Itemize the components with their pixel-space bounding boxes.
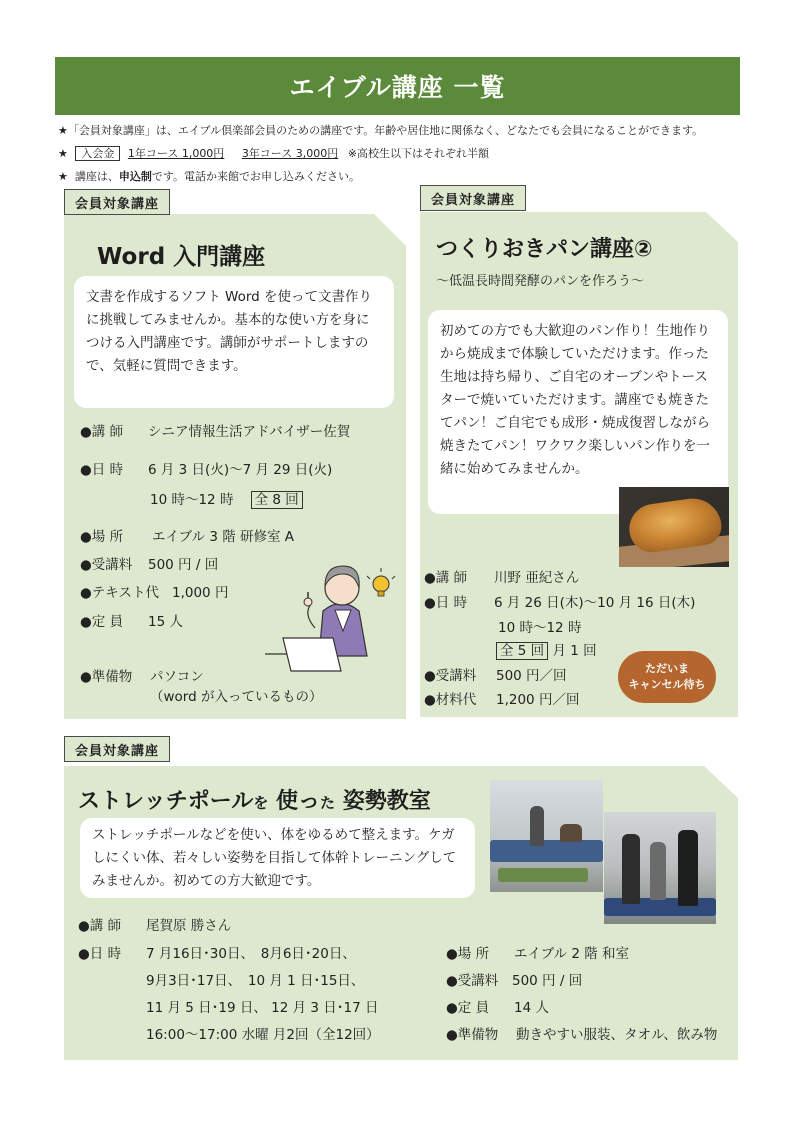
- label: ●定 員: [80, 614, 124, 630]
- note-membership: ★「会員対象講座」は、エイブル倶楽部会員のための講座です。年齢や居住地に関係なく、どなたでも会員になることができます。: [58, 124, 704, 137]
- bread-photo: [619, 487, 729, 567]
- note-text: です。電話か来館でお申し込みください。: [151, 170, 360, 183]
- stretch-course-title: [78, 784, 431, 815]
- note-bold: 申込制: [118, 170, 152, 183]
- instructor: 川野 亜紀さん: [494, 570, 580, 586]
- word-course-title: Word 入門講座: [97, 244, 266, 270]
- member-course-tag: 会員対象講座: [64, 736, 170, 762]
- items: パソコン: [150, 669, 204, 685]
- gym-photo-1: [490, 780, 603, 892]
- fee: 500 円 / 回: [512, 973, 583, 989]
- label: ●材料代: [424, 692, 477, 708]
- member-course-tag: 会員対象講座: [420, 185, 526, 211]
- time: 10 時～12 時: [498, 620, 582, 636]
- member-course-tag: 会員対象講座: [64, 189, 170, 215]
- person-laptop-illustration: [263, 556, 413, 686]
- mat: [490, 840, 603, 862]
- label: ●準備物: [80, 669, 133, 685]
- label: ●受講料: [424, 668, 477, 684]
- waitlist-line2: キャンセル待ち: [628, 678, 706, 691]
- waitlist-line1: ただいま: [645, 662, 689, 675]
- note-fees: [58, 142, 738, 165]
- instructor: シニア情報生活アドバイザー佐賀: [148, 424, 351, 440]
- label: ●テキスト代: [80, 585, 160, 601]
- items-note: （word が入っているもの）: [150, 689, 323, 705]
- stretch-course-description: ストレッチポールなどを使い、体をゆるめて整えます。ケガしにくい体、若々しい姿勢を目指して体幹トレーニングしてみませんか。初めての方大歓迎です。: [80, 818, 475, 898]
- time: 10 時～12 時: [150, 492, 234, 508]
- date: 11 月 5 日･19 日、 12 月 3 日･17 日: [146, 1000, 379, 1016]
- bread-course-description: 初めての方でも大歓迎のパン作り！生地作りから焼成まで体験していただけます。作った生地は持ち帰り、ご自宅のオーブンやトースターで焼いていただけます。講座でも焼きたてパン！ご自宅でも成形・焼成復習しながら焼きたてパン！ワクワク楽しいパン作りを一緒に始めてみませんか。: [428, 310, 728, 514]
- label: ●日 時: [424, 595, 468, 611]
- place: エイブル 2 階 和室: [514, 946, 630, 962]
- page-title: エイブル講座 一覧: [55, 57, 740, 115]
- date: 9月3日･17日、 10 月 1 日･15日、: [146, 973, 365, 989]
- stretch-course-details-right: [446, 942, 736, 1052]
- fee-note: ※高校生以下はそれぞれ半額: [347, 147, 489, 160]
- date: 6 月 3 日(火)～7 月 29 日(火): [148, 462, 333, 478]
- text-fee: 1,000 円: [172, 585, 229, 601]
- date: 6 月 26 日(木)～10 月 16 日(木): [494, 595, 696, 611]
- label: ●講 師: [78, 918, 122, 934]
- label: ●場 所: [446, 946, 490, 962]
- waitlist-badge: [618, 651, 716, 703]
- gym-photo-2: [604, 812, 716, 924]
- course-3year: 3年コース 3,000円: [241, 147, 339, 160]
- stretch-course-details-left: [78, 914, 448, 1054]
- fee-label: 入会金: [75, 146, 120, 161]
- place: エイブル 3 階 研修室 A: [152, 529, 295, 545]
- sessions-badge: 全 5 回: [496, 642, 548, 660]
- title-part: を: [253, 794, 269, 812]
- label: ●場 所: [80, 529, 124, 545]
- label: ●受講料: [80, 557, 133, 573]
- mat: [498, 868, 588, 882]
- label: ●講 師: [80, 424, 124, 440]
- capacity: 14 人: [514, 1000, 549, 1016]
- person: [560, 824, 582, 842]
- material-fee: 1,200 円／回: [496, 692, 580, 708]
- fee: 500 円 / 回: [148, 557, 219, 573]
- items: 動きやすい服装、タオル、飲み物: [516, 1027, 718, 1043]
- label: ●講 師: [424, 570, 468, 586]
- label: ●受講料: [446, 973, 499, 989]
- monthly: 月 1 回: [552, 643, 597, 659]
- label: ●日 時: [78, 946, 122, 962]
- notes: [58, 119, 738, 188]
- date: 7 月16日･30日、 8月6日･20日、: [146, 946, 356, 962]
- note-application: [58, 165, 738, 188]
- star-icon: ★: [58, 147, 68, 160]
- time: 16:00～17:00 水曜 月2回（全12回）: [146, 1027, 380, 1043]
- fee: 500 円／回: [496, 668, 567, 684]
- person: [530, 806, 544, 846]
- bread-course-subtitle: ～低温長時間発酵のパンを作ろう～: [436, 274, 645, 289]
- title-part: 姿勢教室: [342, 789, 431, 814]
- instructor: 尾賀原 勝さん: [146, 918, 232, 934]
- bread-course-title: つくりおきパン講座②: [436, 237, 653, 262]
- sessions-badge: 全 8 回: [251, 491, 303, 509]
- person: [622, 834, 640, 904]
- person: [678, 830, 698, 906]
- person: [650, 842, 666, 900]
- word-course-description: 文書を作成するソフト Word を使って文書作りに挑戦してみませんか。基本的な使い方を身につける入門講座です。講師がサポートしますので、気軽に質問できます。: [74, 276, 394, 408]
- title-part: ストレッチポール: [78, 789, 254, 814]
- title-part: 使っ: [276, 789, 321, 814]
- note-text: 講座は、: [74, 170, 119, 183]
- title-part: た: [320, 794, 336, 812]
- capacity: 15 人: [148, 614, 183, 630]
- label: ●準備物: [446, 1027, 499, 1043]
- label: ●定 員: [446, 1000, 490, 1016]
- mat: [604, 898, 716, 916]
- star-icon: ★: [58, 170, 68, 183]
- course-1year: 1年コース 1,000円: [127, 147, 225, 160]
- label: ●日 時: [80, 462, 124, 478]
